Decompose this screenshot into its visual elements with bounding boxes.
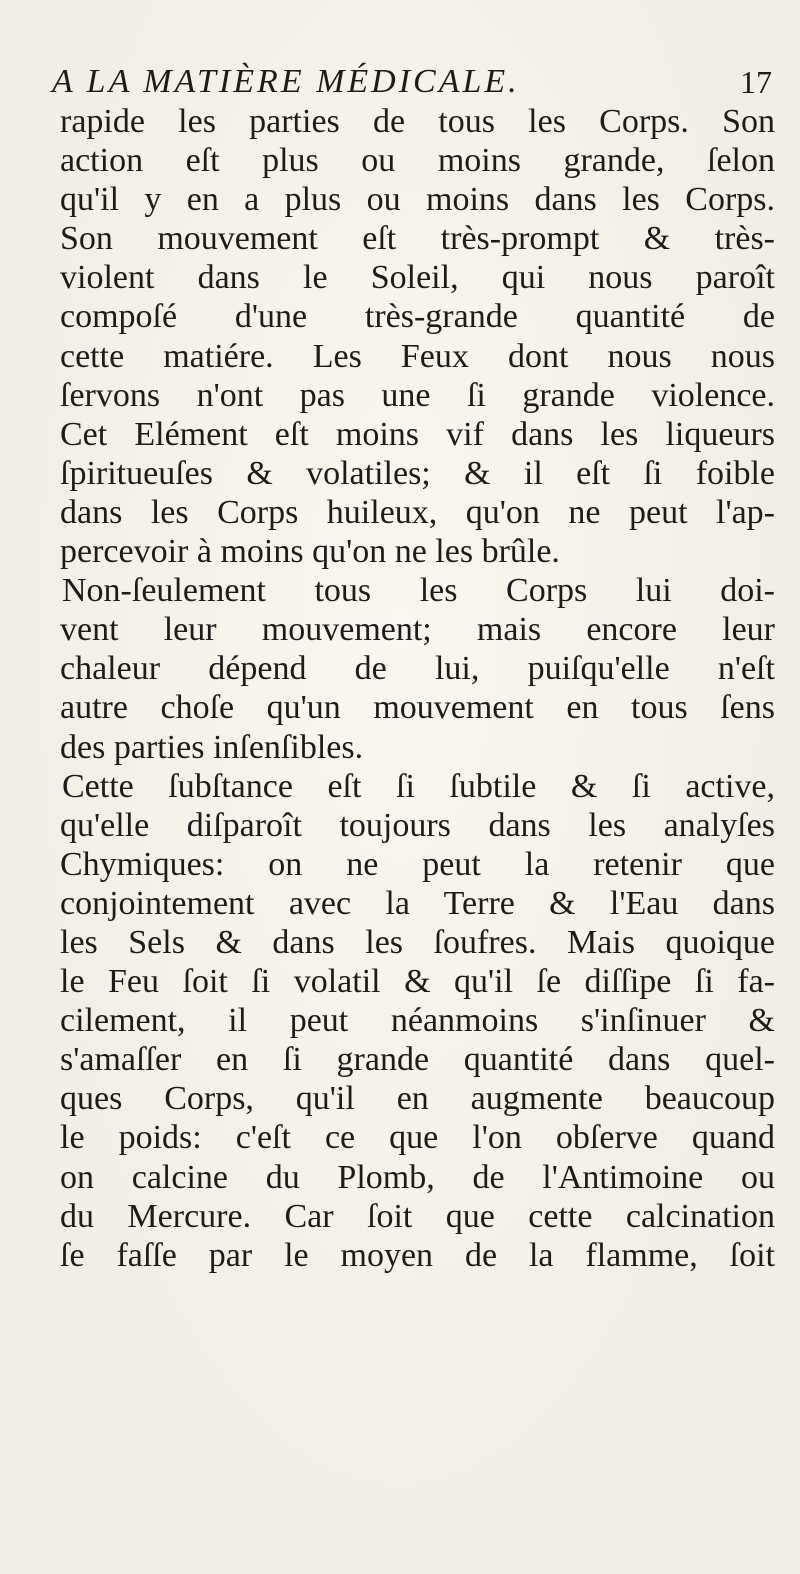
text-line: du Mercure. Car ſoit que cette calcination: [60, 1197, 775, 1235]
page-number: 17: [740, 64, 772, 100]
text-line: ſervons n'ont pas une ſi grande violence.: [60, 376, 775, 414]
text-line: ſpiritueuſes & volatiles; & il eſt ſi foible: [60, 454, 775, 492]
text-line: le poids: c'eſt ce que l'on obſerve quand: [60, 1119, 775, 1157]
text-line: le Feu ſoit ſi volatil & qu'il ſe diſſipe ſi fa-: [60, 963, 775, 1001]
text-line: Chymiques: on ne peut la retenir que: [60, 845, 775, 883]
text-line: les Sels & dans les ſoufres. Mais quoique: [60, 923, 775, 961]
text-line: compoſé d'une très-grande quantité de: [60, 298, 775, 336]
body-text: [60, 102, 775, 1275]
text-line: Son mouvement eſt très-prompt & très-: [60, 220, 775, 258]
text-line: autre choſe qu'un mouvement en tous ſens: [60, 689, 775, 727]
text-line: s'amaſſer en ſi grande quantité dans quel-: [60, 1041, 775, 1079]
running-head: [52, 62, 772, 102]
text-line: cette matiére. Les Feux dont nous nous: [60, 337, 775, 375]
text-line: chaleur dépend de lui, puiſqu'elle n'eſt: [60, 650, 775, 688]
text-line: violent dans le Soleil, qui nous paroît: [60, 259, 775, 297]
text-line: Non-ſeulement tous les Corps lui doi-: [62, 572, 775, 610]
running-title: A LA MATIÈRE MÉDICALE.: [52, 63, 520, 100]
text-line: percevoir à moins qu'on ne les brûle.: [60, 533, 560, 571]
text-line: des parties inſenſibles.: [60, 728, 364, 766]
text-line: rapide les parties de tous les Corps. Son: [60, 103, 775, 140]
text-line: on calcine du Plomb, de l'Antimoine ou: [60, 1158, 775, 1196]
text-line: conjointement avec la Terre & l'Eau dans: [60, 884, 775, 922]
text-line: ques Corps, qu'il en augmente beaucoup: [60, 1080, 775, 1118]
text-line: cilement, il peut néanmoins s'inſinuer &: [60, 1002, 775, 1040]
text-line: qu'elle diſparoît toujours dans les analyſes: [60, 806, 775, 844]
text-line: qu'il y en a plus ou moins dans les Corps.: [60, 181, 775, 219]
text-line: dans les Corps huileux, qu'on ne peut l'ap-: [60, 493, 775, 531]
text-line: action eſt plus ou moins grande, ſelon: [60, 142, 775, 180]
text-line: Cet Elément eſt moins vif dans les liqueurs: [60, 415, 775, 453]
text-line: Cette ſubſtance eſt ſi ſubtile & ſi active,: [62, 767, 775, 805]
text-line: vent leur mouvement; mais encore leur: [60, 611, 775, 649]
text-line: ſe faſſe par le moyen de la flamme, ſoit: [60, 1236, 775, 1274]
